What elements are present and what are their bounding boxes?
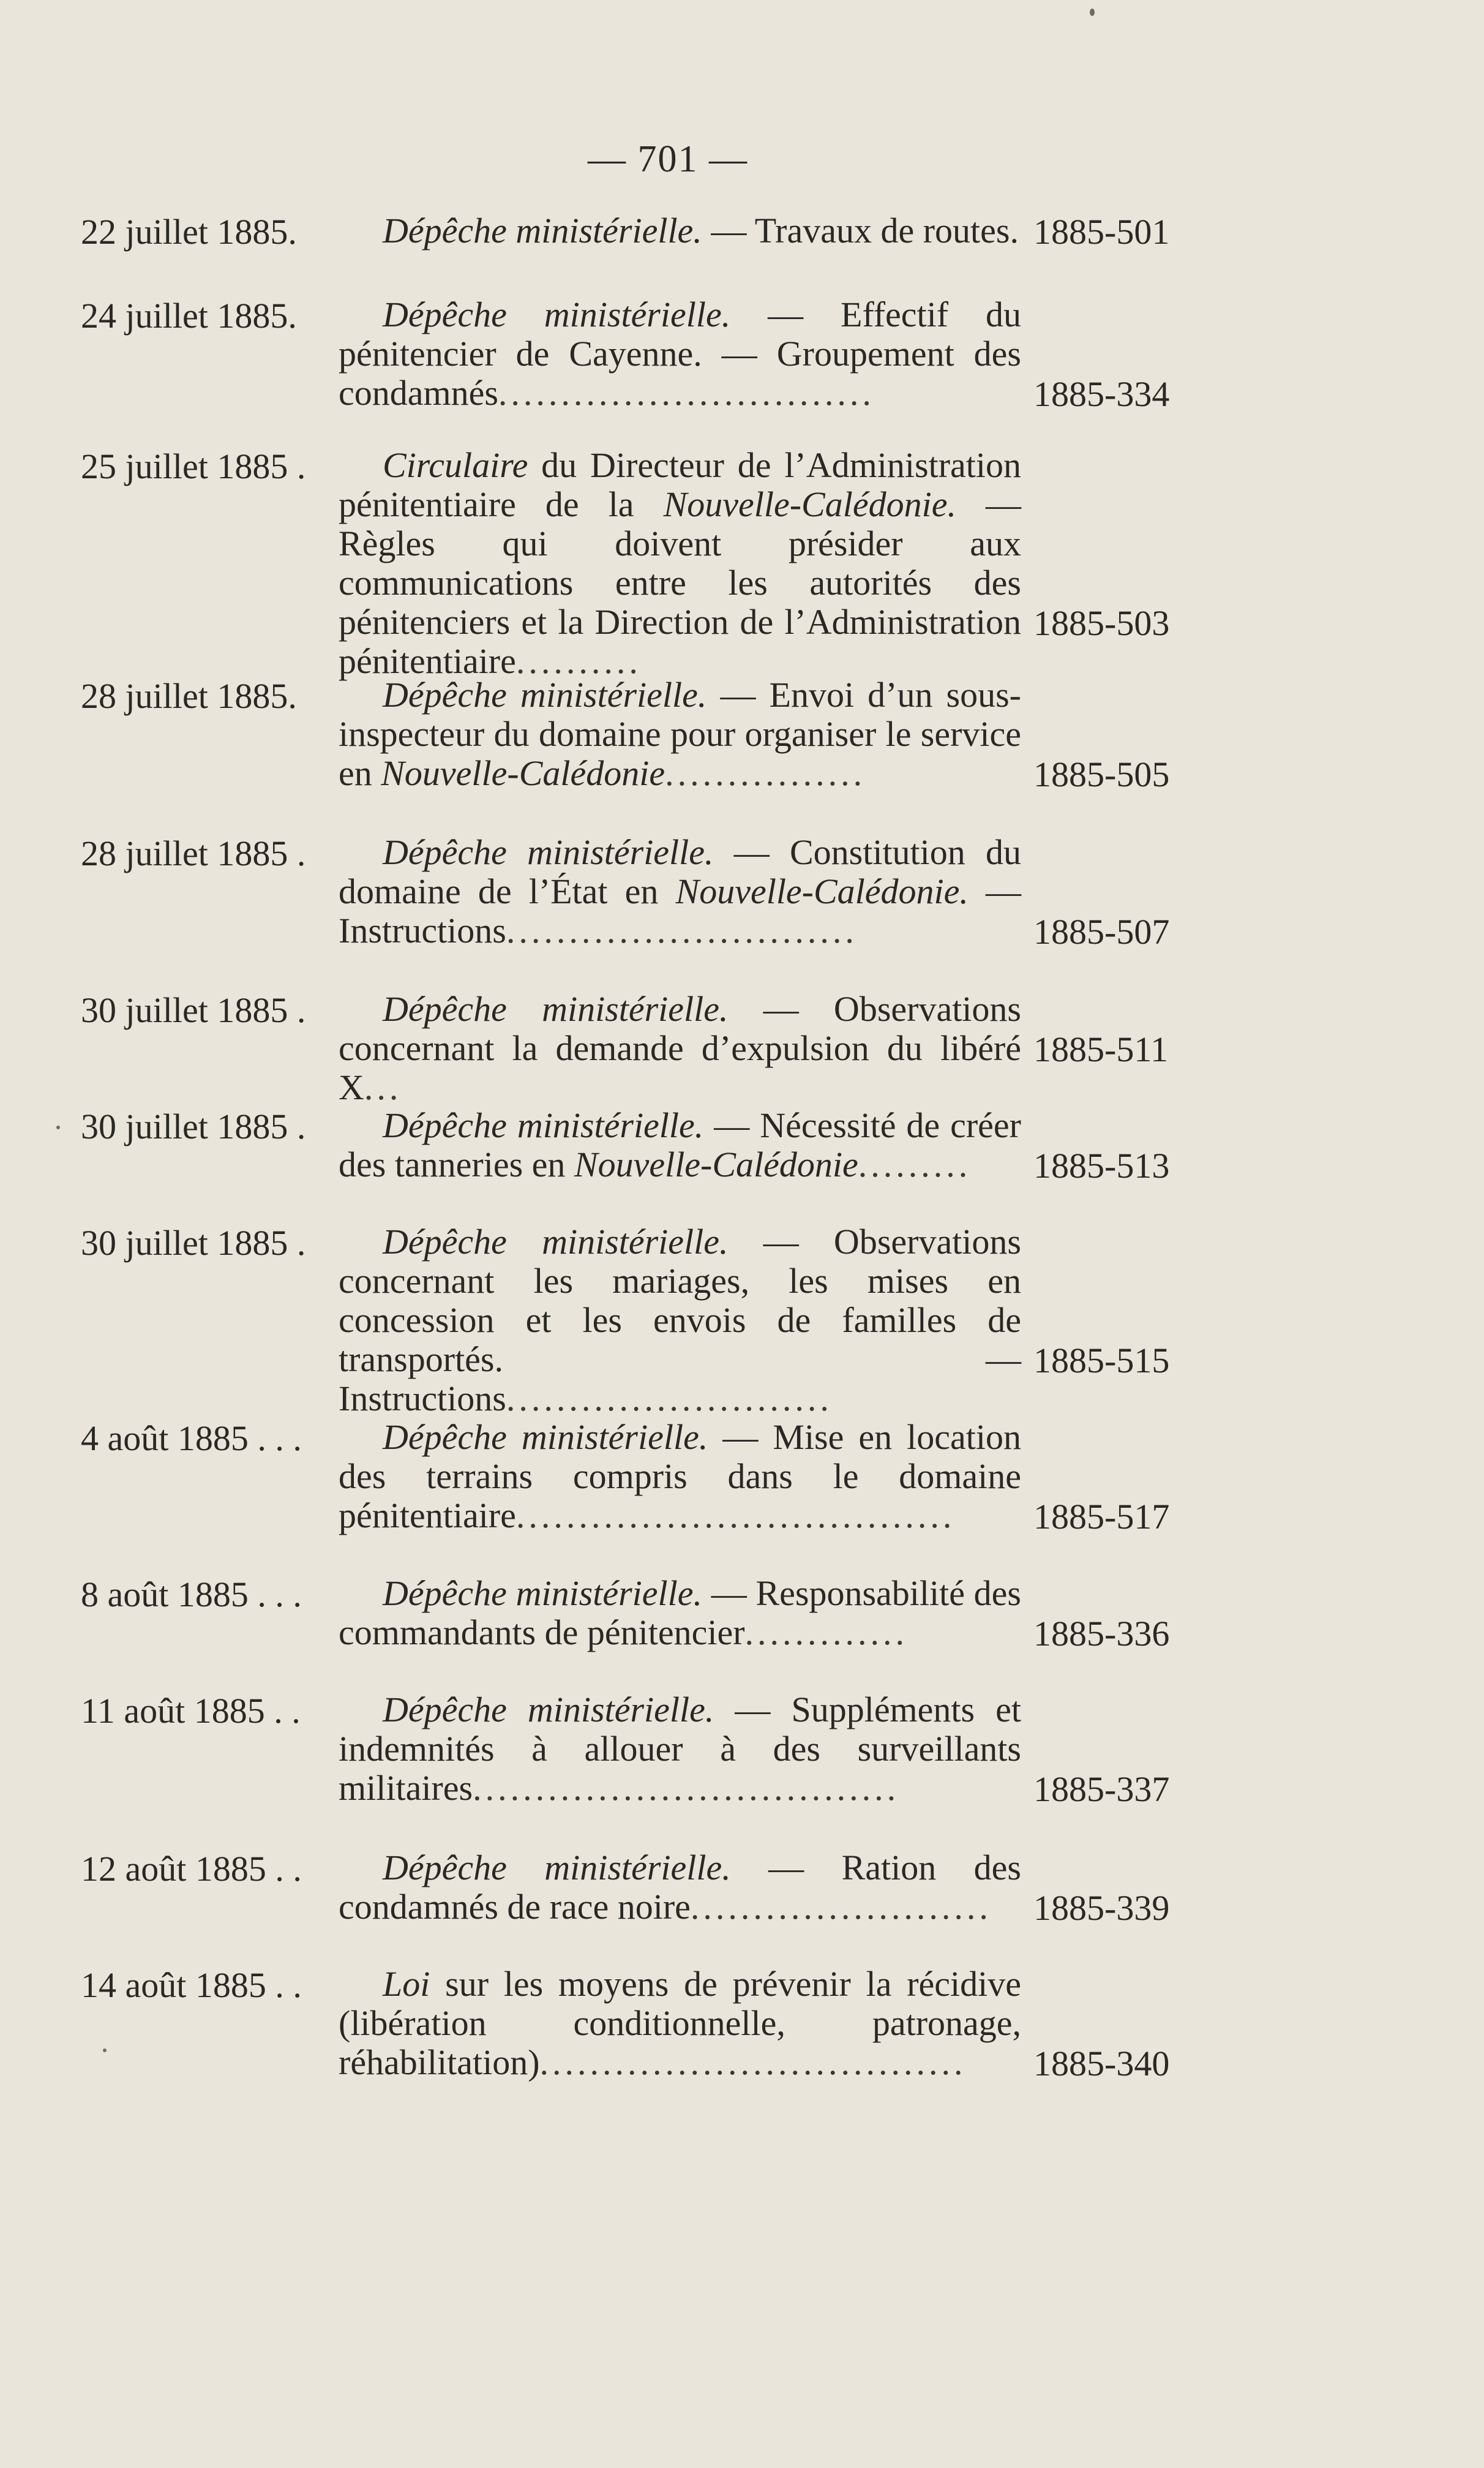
- entry-kind: Dépêche ministérielle.: [383, 1222, 729, 1262]
- entry-reference: 1885-337: [1033, 1769, 1170, 1809]
- entry-kind: Dépêche ministérielle.: [383, 1105, 704, 1145]
- dot-leader: ..............................: [498, 373, 875, 413]
- dot-leader: ........................: [690, 1887, 992, 1927]
- dot-leader: ............................: [506, 911, 858, 950]
- entry-kind: Dépêche ministérielle.: [383, 1848, 731, 1887]
- entry-kind: Dépêche ministérielle.: [383, 1417, 708, 1457]
- dot-leader: ...: [364, 1067, 402, 1107]
- entry-reference: 1885-505: [1033, 754, 1170, 794]
- entry-date: 25 juillet 1885 .: [81, 446, 306, 486]
- ink-speck: [1090, 9, 1095, 16]
- entry-description: [339, 1848, 1021, 1927]
- dot-leader: ..........................: [506, 1379, 833, 1418]
- ink-speck: [103, 2049, 107, 2052]
- entry-reference: 1885-507: [1033, 912, 1170, 952]
- dot-leader: ..................................: [539, 2042, 967, 2082]
- entry-description: [339, 1222, 1021, 1418]
- entry-date: 14 août 1885 . .: [81, 1965, 302, 2005]
- entry-reference: 1885-515: [1033, 1341, 1170, 1380]
- page-number: — 701 —: [588, 138, 748, 180]
- dot-leader: ..................................: [473, 1768, 900, 1808]
- entry-text: — Envoi d’un sous-inspecteur du domaine pour organiser le service en: [339, 675, 1021, 793]
- dot-leader: .............: [744, 1612, 909, 1652]
- ink-speck: [56, 1126, 60, 1129]
- dot-leader: .........: [858, 1145, 972, 1184]
- entry-kind: Dépêche ministérielle.: [383, 1573, 703, 1613]
- entry-text: — Nécessité de créer des tanneries en: [339, 1105, 1021, 1184]
- entry-reference: 1885-501: [1033, 212, 1170, 252]
- entry-description: [339, 1574, 1021, 1652]
- entry-date: 22 juillet 1885.: [81, 212, 297, 252]
- dot-leader: ................: [665, 753, 866, 793]
- entry-kind: Dépêche ministérielle.: [383, 295, 731, 334]
- entry-text: — Effectif du pénitencier de Cayenne. — Groupement des condamnés: [339, 295, 1021, 413]
- entry-date: 30 juillet 1885 .: [81, 1107, 306, 1146]
- entry-description: [339, 1965, 1021, 2082]
- entry-text: du Directeur de l’Administration pénitentiaire de la: [339, 445, 1021, 524]
- entry-description: [339, 675, 1021, 793]
- entry-kind: Dépêche ministérielle.: [383, 675, 707, 715]
- entry-reference: 1885-339: [1033, 1888, 1170, 1928]
- entry-text-continued: — Instructions: [339, 871, 1022, 950]
- entry-text: sur les moyens de prévenir la récidive (libération conditionnelle, patronage, réhabilitation): [339, 1964, 1021, 2082]
- entry-text: — Ration des condamnés de race noire: [339, 1848, 1021, 1927]
- entry-reference: 1885-340: [1033, 2044, 1170, 2083]
- dot-leader: ...................................: [515, 1495, 956, 1535]
- entry-date: 11 août 1885 . .: [81, 1691, 301, 1731]
- entry-place: Nouvelle-Calédonie: [574, 1145, 858, 1184]
- entry-place: Nouvelle-Calédonie.: [675, 871, 969, 911]
- dot-leader: ..........: [515, 641, 642, 681]
- entry-text: — Observations concernant la demande d’expulsion du libéré X: [339, 989, 1021, 1107]
- entry-reference: 1885-513: [1033, 1146, 1170, 1186]
- entry-reference: 1885-503: [1033, 603, 1170, 643]
- entry-kind: Dépêche ministérielle.: [383, 1690, 714, 1729]
- entry-text: — Travaux de routes.: [702, 211, 1019, 250]
- entry-reference: 1885-334: [1033, 374, 1170, 414]
- entry-date: 8 août 1885 . . .: [81, 1574, 302, 1614]
- entry-description: [339, 1418, 1021, 1535]
- entry-reference: 1885-336: [1033, 1614, 1170, 1653]
- entry-description: [339, 295, 1021, 413]
- entry-text-continued: — Règles qui doivent présider aux communications entre les autorités des pénitenciers et la Direction de l’Administration pénitentiaire: [339, 484, 1021, 681]
- entry-date: 30 juillet 1885 .: [81, 990, 306, 1030]
- entry-description: [339, 1106, 1021, 1184]
- entry-place: Nouvelle-Calédonie.: [663, 484, 956, 524]
- entry-description: [339, 990, 1021, 1107]
- entry-kind: Dépêche ministérielle.: [383, 211, 702, 250]
- entry-date: 24 juillet 1885.: [81, 296, 297, 336]
- entry-date: 12 août 1885 . .: [81, 1849, 302, 1889]
- entry-text: — Constitution du domaine de l’État en: [339, 832, 1022, 911]
- entry-date: 4 août 1885 . . .: [81, 1418, 302, 1458]
- entry-description: [339, 833, 1021, 950]
- entry-text: — Suppléments et indemnités à allouer à des surveillants militaires: [339, 1690, 1022, 1808]
- entry-kind: Circulaire: [383, 445, 528, 485]
- entry-description: [339, 211, 1021, 250]
- entry-date: 28 juillet 1885 .: [81, 833, 306, 873]
- entry-date: 30 juillet 1885 .: [81, 1223, 306, 1263]
- entry-text: — Responsabilité des commandants de pénitencier: [339, 1573, 1021, 1652]
- entry-kind: Dépêche ministérielle.: [383, 832, 714, 872]
- entry-kind: Loi: [383, 1964, 430, 2004]
- entry-place: Nouvelle-Calédonie: [381, 753, 665, 793]
- entry-description: [339, 1690, 1021, 1808]
- entry-description: [339, 446, 1021, 681]
- entry-text: — Observations concernant les mariages, les mises en concession et les envois de familles de transportés. — Instructions: [339, 1222, 1021, 1418]
- entry-kind: Dépêche ministérielle.: [383, 989, 729, 1029]
- entry-date: 28 juillet 1885.: [81, 676, 297, 716]
- entry-reference: 1885-511: [1033, 1029, 1169, 1069]
- entry-text: — Mise en location des terrains compris dans le domaine pénitentiaire: [339, 1417, 1021, 1535]
- entry-reference: 1885-517: [1033, 1497, 1170, 1537]
